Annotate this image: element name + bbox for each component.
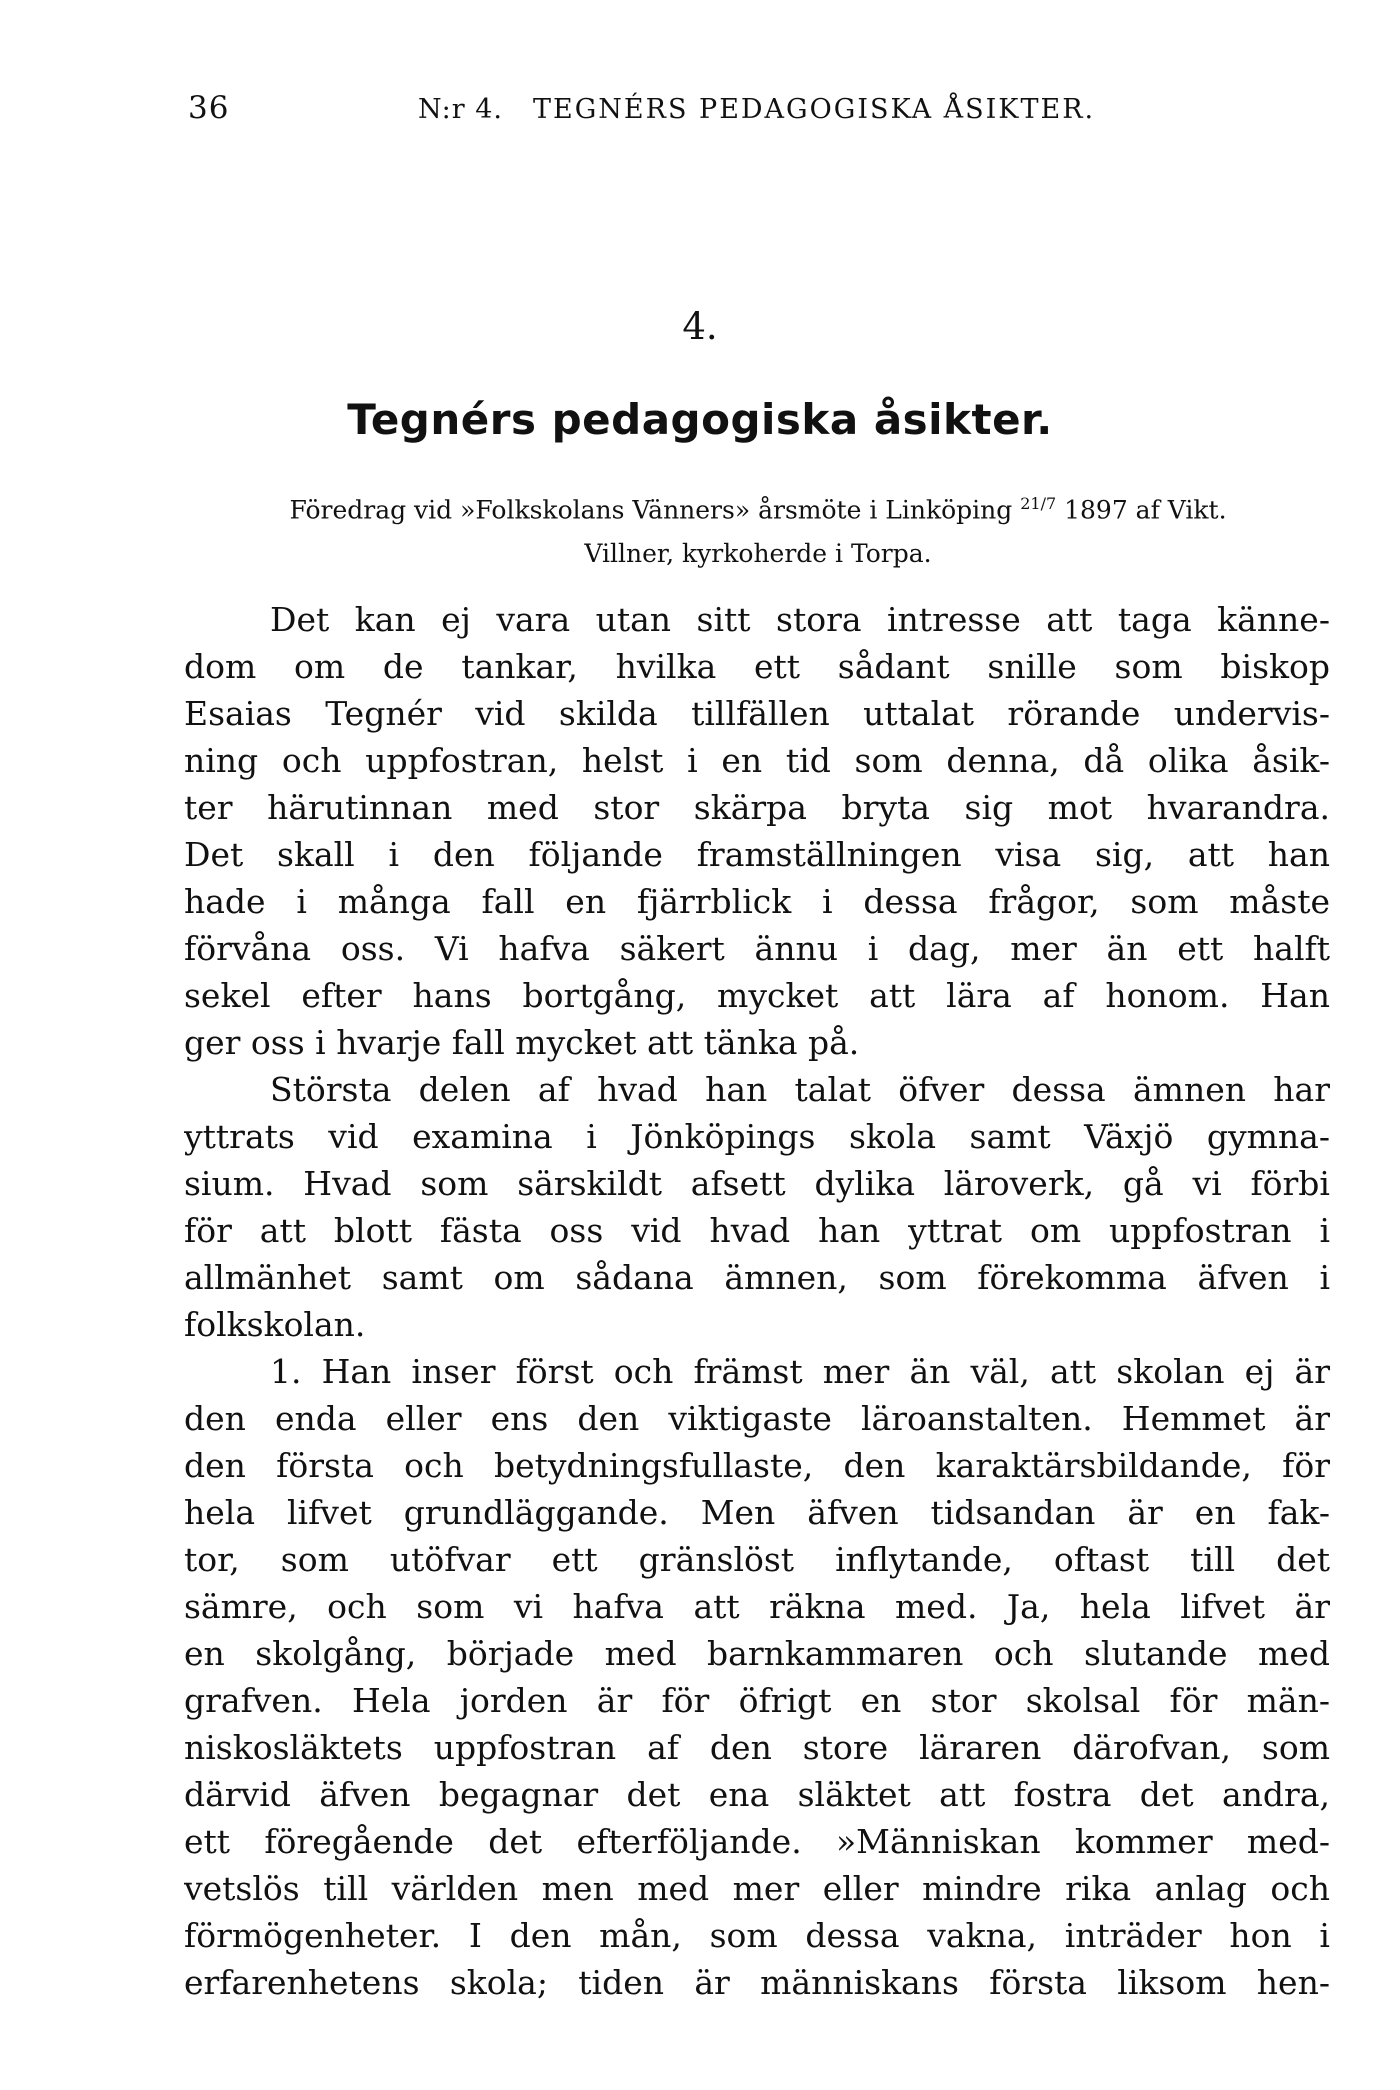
text-line: yttrats vid examina i Jönköpings skola samt Växjö gymna- xyxy=(184,1117,1330,1156)
text-line: dom om de tankar, hvilka ett sådant snille som biskop xyxy=(184,647,1330,686)
text-line: Största delen af hvad han talat öfver dessa ämnen har xyxy=(270,1070,1330,1109)
text-line: 1. Han inser först och främst mer än väl, att skolan ej är xyxy=(270,1352,1330,1391)
text-line: en skolgång, började med barnkammaren och slutande med xyxy=(184,1634,1330,1673)
text-line: den enda eller ens den viktigaste läroanstalten. Hemmet är xyxy=(184,1399,1330,1438)
subtitle-text: Föredrag vid »Folkskolans Vänners» årsmöte i Linköping xyxy=(289,495,1021,525)
text-line: tor, som utöfvar ett gränslöst inflytande, oftast till det xyxy=(184,1540,1330,1579)
text-line: den första och betydningsfullaste, den karaktärsbildande, för xyxy=(184,1446,1330,1485)
text-line: erfarenhetens skola; tiden är människans första liksom hen- xyxy=(184,1963,1330,2002)
text-line: hela lifvet grundläggande. Men äfven tidsandan är en fak- xyxy=(184,1493,1330,1532)
text-line: Det skall i den följande framställningen visa sig, att han xyxy=(184,835,1330,874)
text-line: förvåna oss. Vi hafva säkert ännu i dag, mer än ett halft xyxy=(184,929,1330,968)
section-number: 4. xyxy=(682,305,718,348)
text-line: sämre, och som vi hafva att räkna med. Ja, hela lifvet är xyxy=(184,1587,1330,1626)
body-text xyxy=(184,596,1330,2006)
text-line: niskosläktets uppfostran af den store läraren därofvan, som xyxy=(184,1728,1330,1767)
text-line: allmänhet samt om sådana ämnen, som förekomma äfven i xyxy=(184,1258,1330,1297)
text-line: ning och uppfostran, helst i en tid som denna, då olika åsik- xyxy=(184,741,1330,780)
running-head xyxy=(188,90,1238,130)
running-title: TEGNÉRS PEDAGOGISKA ÅSIKTER. xyxy=(533,94,1096,125)
text-line: Det kan ej vara utan sitt stora intresse att taga känne- xyxy=(270,600,1330,639)
text-line: vetslös till världen men med mer eller mindre rika anlag och xyxy=(184,1869,1330,1908)
text-line: sium. Hvad som särskildt afsett dylika läroverk, gå vi förbi xyxy=(184,1164,1330,1203)
text-line: hade i många fall en fjärrblick i dessa frågor, som måste xyxy=(184,882,1330,921)
subtitle-author: Villner, kyrkoherde i Torpa. xyxy=(584,539,932,569)
subtitle-text-end: 1897 af Vikt. xyxy=(1056,495,1227,525)
subtitle-date: 21/7 xyxy=(1020,494,1057,513)
series-number: N:r 4. xyxy=(418,94,504,125)
text-line: därvid äfven begagnar det ena släktet att fostra det andra, xyxy=(184,1775,1330,1814)
text-line: folkskolan. xyxy=(184,1305,366,1344)
text-line: ger oss i hvarje fall mycket att tänka på. xyxy=(184,1023,860,1062)
text-line: Esaias Tegnér vid skilda tillfällen uttalat rörande undervis- xyxy=(184,694,1330,733)
text-line: ett föregående det efterföljande. »Människan kommer med- xyxy=(184,1822,1330,1861)
text-line: förmögenheter. I den mån, som dessa vakna, inträder hon i xyxy=(184,1916,1330,1955)
text-line: ter härutinnan med stor skärpa bryta sig mot hvarandra. xyxy=(184,788,1330,827)
text-line: för att blott fästa oss vid hvad han yttrat om uppfostran i xyxy=(184,1211,1330,1250)
text-line: sekel efter hans bortgång, mycket att lära af honom. Han xyxy=(184,976,1330,1015)
article-subtitle xyxy=(186,482,1330,576)
article-title: Tegnérs pedagogiska åsikter. xyxy=(347,395,1053,444)
text-line: grafven. Hela jorden är för öfrigt en stor skolsal för män- xyxy=(184,1681,1330,1720)
page-number: 36 xyxy=(188,90,230,126)
